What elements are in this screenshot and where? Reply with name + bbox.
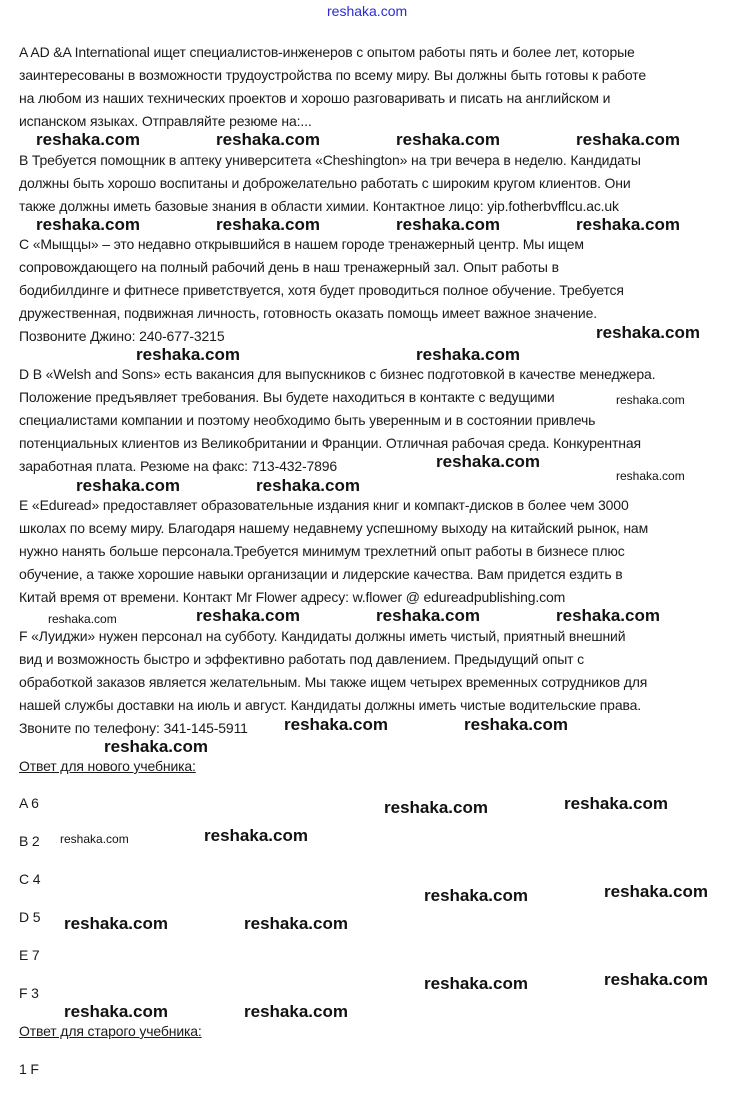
ad-c-line: сопровождающего на полный рабочий день в наш тренажерный зал. Опыт работы в: [19, 259, 559, 275]
ad-c-line: Позвоните Джино: 240-677-3215: [19, 328, 225, 344]
watermark: reshaka.com: [604, 882, 708, 901]
answer-item: 1 F: [19, 1061, 39, 1077]
ad-c-line: дружественная, подвижная личность, готовность оказать помощь имеет важное значение.: [19, 305, 597, 321]
ad-d-line: потенциальных клиентов из Великобритании и Франции. Отличная рабочая среда. Конкурентная: [19, 435, 641, 451]
watermark: reshaka.com: [576, 130, 680, 149]
ad-a-line: заинтересованы в возможности трудоустройства по всему миру. Вы должны быть готовы к работе: [19, 67, 646, 83]
watermark: reshaka.com: [556, 606, 660, 625]
ad-c-line: бодибилдинге и фитнесе приветствуется, хотя будет проводиться полное обучение. Требуется: [19, 282, 624, 298]
watermark: reshaka.com: [464, 715, 568, 734]
ad-f-line: обработкой заказов является желательным. Мы также ищем четырех временных сотрудников для: [19, 674, 648, 690]
watermark: reshaka.com: [376, 606, 480, 625]
ad-f-line: Звоните по телефону: 341-145-5911: [19, 720, 248, 736]
answer-item: F 3: [19, 985, 39, 1001]
ad-d-line: специалистами компании и поэтому необходимо быть уверенным и в состоянии привлечь: [19, 412, 596, 428]
watermark: reshaka.com: [424, 886, 528, 905]
ad-c-line: C «Мыщцы» – это недавно открывшийся в нашем городе тренажерный центр. Мы ищем: [19, 236, 584, 252]
answer-item: D 5: [19, 909, 41, 925]
watermark: reshaka.com: [616, 393, 685, 407]
watermark: reshaka.com: [64, 1002, 168, 1021]
watermark: reshaka.com: [136, 345, 240, 364]
ad-e-line: обучение, а также хорошие навыки организации и лидерские качества. Вам придется ездить в: [19, 566, 623, 582]
ad-e-line: Китай время от времени. Контакт Mr Flower адресу: w.flower @ edureadpublishing.com: [19, 589, 566, 605]
watermark: reshaka.com: [604, 970, 708, 989]
ad-b-line: также должны иметь базовые знания в области химии. Контактное лицо: yip.fotherbvfflcu.ac.uk: [19, 198, 619, 214]
ad-a-line: испанском языках. Отправляйте резюме на:...: [19, 113, 312, 129]
watermark: reshaka.com: [396, 130, 500, 149]
watermark: reshaka.com: [244, 914, 348, 933]
watermark: reshaka.com: [436, 452, 540, 471]
watermark: reshaka.com: [416, 345, 520, 364]
watermark: reshaka.com: [256, 476, 360, 495]
ad-a-line: на любом из наших технических проектов и хорошо разговаривать и писать на английском и: [19, 90, 611, 106]
watermark: reshaka.com: [104, 737, 208, 756]
watermark: reshaka.com: [327, 3, 408, 19]
ad-b-line: B Требуется помощник в аптеку университета «Cheshington» на три вечера в неделю. Кандидаты: [19, 152, 641, 168]
watermark: reshaka.com: [576, 215, 680, 234]
watermark: reshaka.com: [216, 130, 320, 149]
watermark: reshaka.com: [196, 606, 300, 625]
ad-f-line: F «Луиджи» нужен персонал на субботу. Кандидаты должны иметь чистый, приятный внешний: [19, 628, 626, 644]
watermark: reshaka.com: [384, 798, 488, 817]
ad-d-line: Положение предъявляет требования. Вы будете находиться в контакте с ведущими: [19, 389, 555, 405]
answer-item: E 7: [19, 947, 40, 963]
watermark: reshaka.com: [424, 974, 528, 993]
ad-f-line: нашей службы доставки на июль и август. Кандидаты должны иметь чистые водительские права.: [19, 697, 641, 713]
watermark: reshaka.com: [596, 323, 700, 342]
answer-item: C 4: [19, 871, 41, 887]
ad-d-line: D В «Welsh and Sons» есть вакансия для выпускников с бизнес подготовкой в качестве менеджера.: [19, 366, 656, 382]
watermark: reshaka.com: [564, 794, 668, 813]
watermark: reshaka.com: [36, 215, 140, 234]
watermark: reshaka.com: [284, 715, 388, 734]
ad-d-line: заработная плата. Резюме на факс: 713-432-7896: [19, 458, 338, 474]
ad-a-line: A AD &A International ищет специалистов-инженеров с опытом работы пять и более лет, которые: [19, 44, 635, 60]
ad-e-line: нужно нанять больше персонала.Требуется минимум трехлетний опыт работы в бизнесе плюс: [19, 543, 625, 559]
answers-old-heading: Ответ для старого учебника:: [19, 1023, 202, 1039]
watermark: reshaka.com: [64, 914, 168, 933]
answer-item: B 2: [19, 833, 40, 849]
ad-e-line: E «Eduread» предоставляет образовательные издания книг и компакт-дисков в более чем 3000: [19, 497, 629, 513]
watermark: reshaka.com: [244, 1002, 348, 1021]
watermark: reshaka.com: [48, 612, 117, 626]
watermark: reshaka.com: [616, 469, 685, 483]
ad-e-line: школах по всему миру. Благодаря нашему недавнему успешному выходу на китайский рынок, нам: [19, 520, 649, 536]
watermark: reshaka.com: [76, 476, 180, 495]
watermark: reshaka.com: [36, 130, 140, 149]
answer-item: A 6: [19, 795, 39, 811]
watermark: reshaka.com: [216, 215, 320, 234]
ad-b-line: должны быть хорошо воспитаны и доброжелательно работать с широким кругом клиентов. Они: [19, 175, 631, 191]
ad-f-line: вид и возможность быстро и эффективно работать под давлением. Предыдущий опыт с: [19, 651, 585, 667]
watermark: reshaka.com: [204, 826, 308, 845]
watermark: reshaka.com: [396, 215, 500, 234]
answers-new-heading: Ответ для нового учебника:: [19, 758, 196, 774]
watermark: reshaka.com: [60, 832, 129, 846]
